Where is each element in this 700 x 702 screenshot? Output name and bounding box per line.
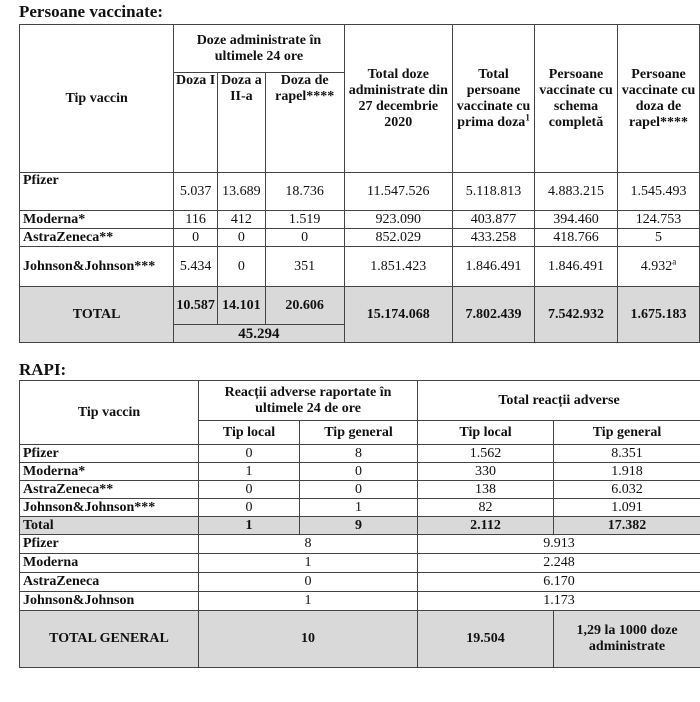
cell-value: 116 [174, 211, 218, 229]
table-row [20, 173, 700, 211]
cell-value: 403.877 [453, 211, 535, 229]
cell-value: 0 [199, 481, 300, 499]
vaccine-name: Pfizer [20, 445, 199, 463]
header-doza-1: Doza I [174, 73, 218, 173]
rapi-header-general-24h: Tip general [300, 421, 418, 445]
total-prima: 7.802.439 [453, 287, 535, 343]
cell-value: 82 [418, 499, 554, 517]
header-rapel: Doza de rapel**** [265, 73, 344, 173]
rapi-table [19, 380, 700, 668]
table-row [20, 445, 700, 463]
vaccine-name: AstraZeneca** [20, 229, 174, 247]
header-doza-rapel: Persoane vaccinate cu doza de rapel**** [618, 25, 700, 173]
rapi-header-24h: Reacții adverse raportate în ultimele 24 de ore [199, 381, 418, 421]
table-row [20, 247, 700, 287]
cell-value: 0 [265, 229, 344, 247]
rapi-total-gt: 17.382 [554, 517, 700, 535]
total-general-total: 19.504 [418, 611, 554, 668]
cell-value: 0 [199, 499, 300, 517]
total-general-rate: 1,29 la 1000 doze administrate [554, 611, 700, 668]
cell-value: 0 [217, 247, 265, 287]
rapi-total-row [20, 517, 700, 535]
cell-value: 1 [199, 592, 418, 611]
summary-row [20, 554, 700, 573]
rapi-header-local-total: Tip local [418, 421, 554, 445]
rapi-total-label: Total [20, 517, 199, 535]
cell-value: 923.090 [344, 211, 453, 229]
cell-value: 5.118.813 [453, 173, 535, 211]
cell-value: 8.351 [554, 445, 700, 463]
cell-value: 1.846.491 [453, 247, 535, 287]
cell-value: 5 [618, 229, 700, 247]
cell-value: 1.519 [265, 211, 344, 229]
vaccine-name: Johnson&Johnson*** [20, 499, 199, 517]
vaccine-name: Johnson&Johnson*** [20, 247, 174, 287]
total-24h-sum: 45.294 [174, 325, 344, 343]
cell-value: 5.434 [174, 247, 218, 287]
total-doze: 15.174.068 [344, 287, 453, 343]
rapi-header-local-24h: Tip local [199, 421, 300, 445]
rapi-total-l24: 1 [199, 517, 300, 535]
cell-value: 1.562 [418, 445, 554, 463]
total-general-row [20, 611, 700, 668]
cell-value: 1 [300, 499, 418, 517]
cell-value: 418.766 [535, 229, 618, 247]
rapi-header-general-total: Tip general [554, 421, 700, 445]
total-d1: 10.587 [174, 287, 218, 325]
header-doze-24h: Doze administrate în ultimele 24 ore [174, 25, 344, 73]
total-label: TOTAL [20, 287, 174, 343]
vaccine-name: Pfizer [20, 535, 199, 554]
cell-value: 11.547.526 [344, 173, 453, 211]
rapi-total-lt: 2.112 [418, 517, 554, 535]
vaccinated-table [19, 24, 700, 343]
cell-value: 5.037 [174, 173, 218, 211]
cell-value: 2.248 [418, 554, 700, 573]
cell-value: 13.689 [217, 173, 265, 211]
cell-value: 4.883.215 [535, 173, 618, 211]
cell-value: 8 [199, 535, 418, 554]
vaccine-name: AstraZeneca** [20, 481, 199, 499]
cell-value: 1.846.491 [535, 247, 618, 287]
total-cu-rapel: 1.675.183 [618, 287, 700, 343]
vaccine-name: AstraZeneca [20, 573, 199, 592]
cell-value: 9.913 [418, 535, 700, 554]
cell-value: 1.173 [418, 592, 700, 611]
cell-value: 852.029 [344, 229, 453, 247]
cell-value: 330 [418, 463, 554, 481]
total-general-24h: 10 [199, 611, 418, 668]
vaccine-name: Pfizer [20, 173, 174, 211]
rapi-header-total: Total reacții adverse [418, 381, 700, 421]
cell-value: 0 [217, 229, 265, 247]
total-completa: 7.542.932 [535, 287, 618, 343]
total-row [20, 287, 700, 325]
summary-row [20, 535, 700, 554]
cell-value: 8 [300, 445, 418, 463]
rapi-header-tip-vaccin: Tip vaccin [20, 381, 199, 445]
total-rapel: 20.606 [265, 287, 344, 325]
cell-value: 1.918 [554, 463, 700, 481]
table-row [20, 481, 700, 499]
cell-value: 4.932$^a$ [618, 247, 700, 287]
cell-value: 351 [265, 247, 344, 287]
cell-value: 1 [199, 463, 300, 481]
cell-value: 1.851.423 [344, 247, 453, 287]
table-row [20, 463, 700, 481]
cell-value: 124.753 [618, 211, 700, 229]
summary-row [20, 573, 700, 592]
cell-value: 1 [199, 554, 418, 573]
rapi-section-title: RAPI: [19, 360, 67, 379]
cell-value: 0 [300, 481, 418, 499]
cell-value: 6.032 [554, 481, 700, 499]
header-prima-doza: Total persoane vaccinate cu prima doza$^1$ [453, 25, 535, 173]
cell-value: 0 [199, 573, 418, 592]
vaccine-name: Moderna* [20, 211, 174, 229]
cell-value: 0 [300, 463, 418, 481]
cell-value: 433.258 [453, 229, 535, 247]
vaccinated-section-title: Persoane vaccinate: [19, 2, 163, 21]
header-tip-vaccin: Tip vaccin [20, 25, 174, 173]
cell-value: 0 [199, 445, 300, 463]
cell-value: 1.091 [554, 499, 700, 517]
vaccine-name: Moderna [20, 554, 199, 573]
table-row [20, 229, 700, 247]
header-doza-2: Doza a II-a [217, 73, 265, 173]
total-general-label: TOTAL GENERAL [20, 611, 199, 668]
cell-value: 394.460 [535, 211, 618, 229]
total-d2: 14.101 [217, 287, 265, 325]
cell-value: 138 [418, 481, 554, 499]
header-total-doze: Total doze administrate din 27 decembrie 2020 [344, 25, 453, 173]
summary-row [20, 592, 700, 611]
cell-value: 1.545.493 [618, 173, 700, 211]
cell-value: 412 [217, 211, 265, 229]
table-row [20, 211, 700, 229]
vaccine-name: Johnson&Johnson [20, 592, 199, 611]
cell-value: 18.736 [265, 173, 344, 211]
cell-value: 6.170 [418, 573, 700, 592]
vaccine-name: Moderna* [20, 463, 199, 481]
table-row [20, 499, 700, 517]
cell-value: 0 [174, 229, 218, 247]
header-schema-completa: Persoane vaccinate cu schema completă [535, 25, 618, 173]
rapi-total-g24: 9 [300, 517, 418, 535]
